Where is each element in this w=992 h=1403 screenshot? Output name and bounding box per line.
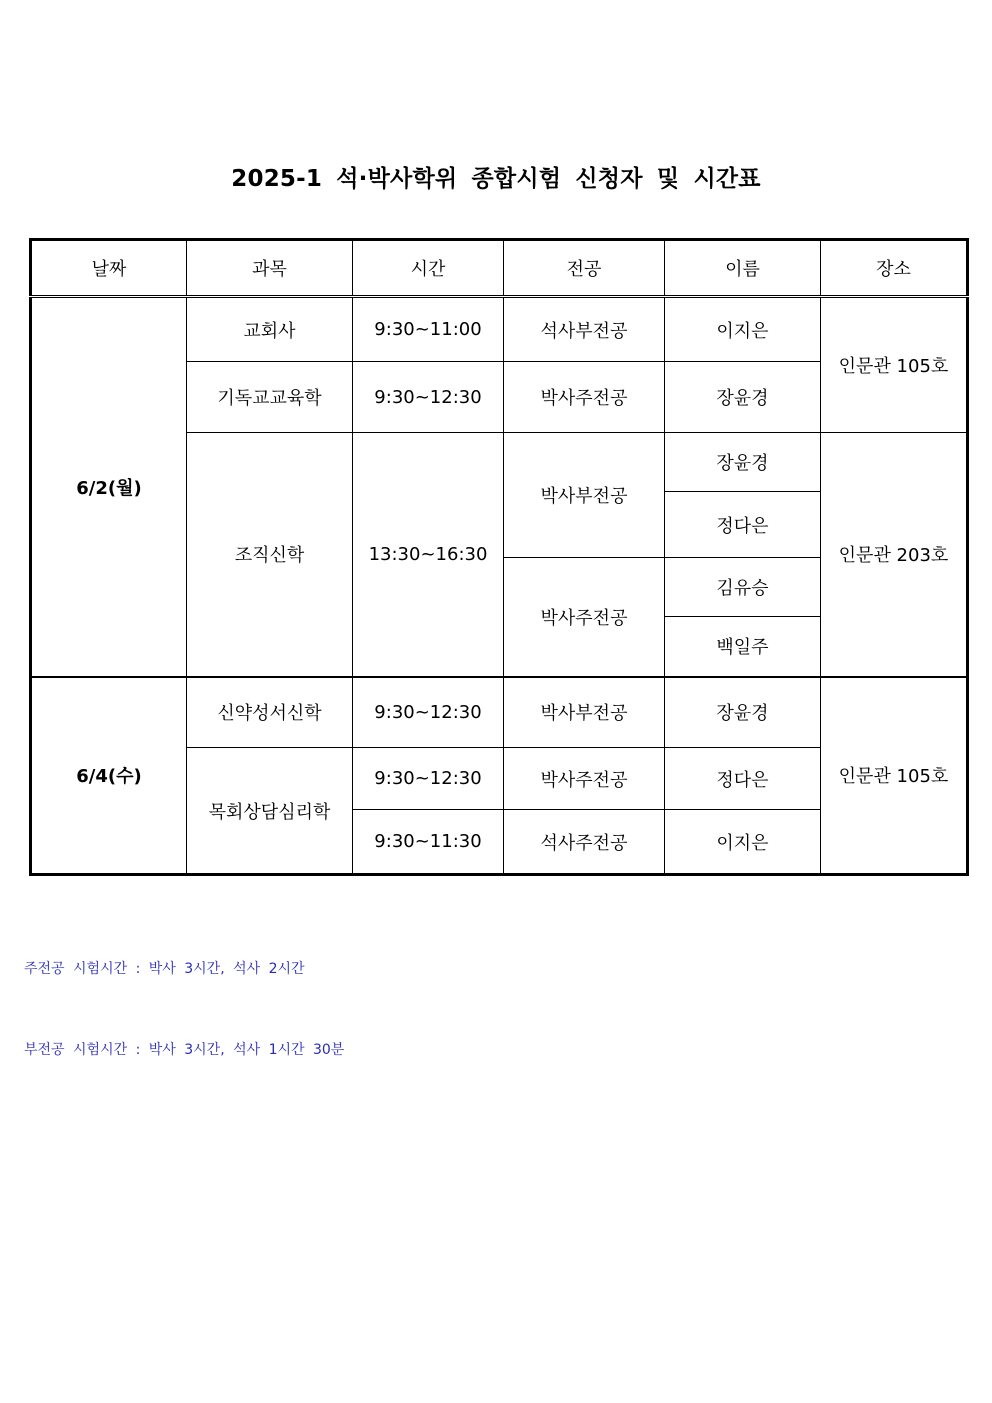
schedule-table [29, 238, 969, 876]
time-cell: 9:30~11:00 [353, 297, 504, 362]
time-cell: 9:30~12:30 [353, 362, 504, 433]
major-cell: 박사주전공 [504, 558, 665, 677]
table-header-row [31, 240, 968, 297]
place-cell: 인문관 105호 [821, 297, 968, 433]
major-cell: 석사주전공 [504, 810, 665, 875]
name-cell: 정다은 [665, 748, 821, 810]
table-row [31, 297, 968, 362]
major-cell: 박사주전공 [504, 748, 665, 810]
name-cell: 장윤경 [665, 362, 821, 433]
note-major: 주전공 시험시간 : 박사 3시간, 석사 2시간 [24, 961, 305, 977]
page-title: 2025-1 석·박사학위 종합시험 신청자 및 시간표 [231, 166, 761, 192]
header-date: 날짜 [31, 240, 187, 297]
name-cell: 이지은 [665, 297, 821, 362]
name-cell: 백일주 [665, 617, 821, 677]
subject-cell: 조직신학 [187, 433, 353, 677]
time-cell: 13:30~16:30 [353, 433, 504, 677]
major-cell: 석사부전공 [504, 297, 665, 362]
date-cell: 6/2(월) [31, 297, 187, 677]
time-cell: 9:30~12:30 [353, 677, 504, 748]
name-cell: 정다은 [665, 492, 821, 558]
date-cell: 6/4(수) [31, 677, 187, 875]
major-cell: 박사주전공 [504, 362, 665, 433]
subject-cell: 기독교교육학 [187, 362, 353, 433]
time-cell: 9:30~11:30 [353, 810, 504, 875]
place-cell: 인문관 105호 [821, 677, 968, 875]
subject-cell: 신약성서신학 [187, 677, 353, 748]
table-row [31, 677, 968, 748]
name-cell: 장윤경 [665, 433, 821, 492]
header-place: 장소 [821, 240, 968, 297]
subject-cell: 목회상담심리학 [187, 748, 353, 875]
place-cell: 인문관 203호 [821, 433, 968, 677]
header-major: 전공 [504, 240, 665, 297]
name-cell: 이지은 [665, 810, 821, 875]
header-time: 시간 [353, 240, 504, 297]
header-name: 이름 [665, 240, 821, 297]
major-cell: 박사부전공 [504, 677, 665, 748]
name-cell: 김유승 [665, 558, 821, 617]
header-subject: 과목 [187, 240, 353, 297]
major-cell: 박사부전공 [504, 433, 665, 558]
note-minor: 부전공 시험시간 : 박사 3시간, 석사 1시간 30분 [24, 1042, 345, 1058]
name-cell: 장윤경 [665, 677, 821, 748]
time-cell: 9:30~12:30 [353, 748, 504, 810]
subject-cell: 교회사 [187, 297, 353, 362]
exam-duration-notes [24, 902, 344, 1091]
